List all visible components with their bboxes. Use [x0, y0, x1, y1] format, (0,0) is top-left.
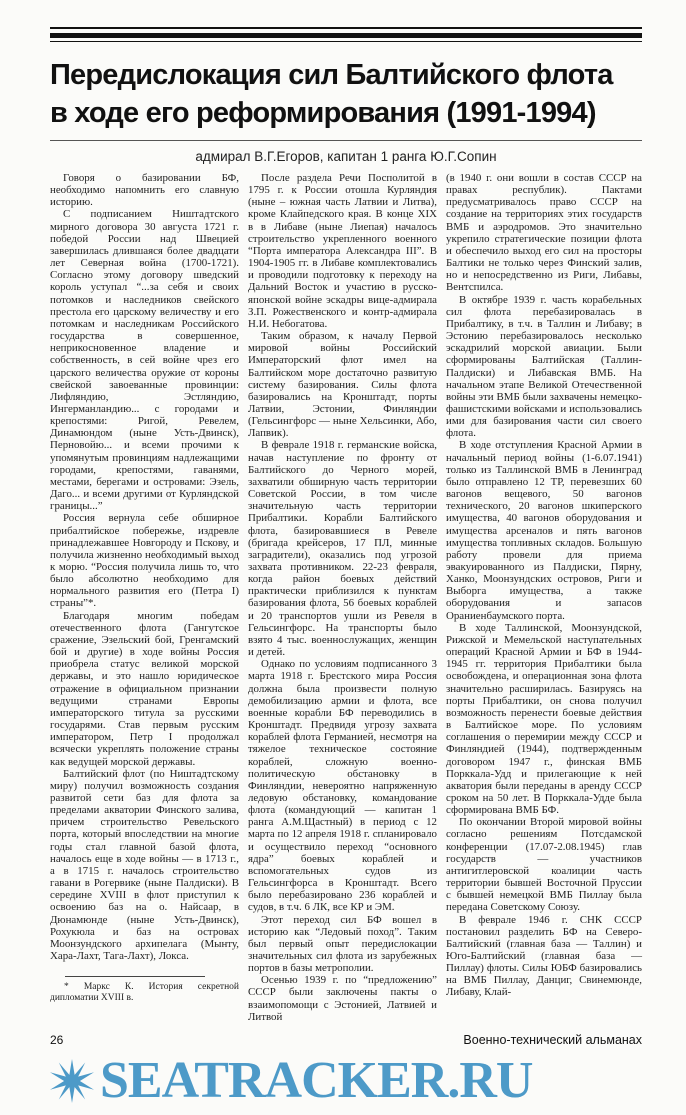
page-footer: [50, 1033, 642, 1047]
text-columns: [50, 172, 642, 1023]
page-number: 26: [50, 1032, 64, 1047]
top-rule-thick: [50, 33, 642, 38]
paragraph: Этот переход сил БФ вошел в историю как “Ледовый поход”. Таким был первый опыт передислокации значительных сил флота из зарубежных портов в базы метрополии.: [248, 913, 437, 975]
text-column-3: [446, 172, 642, 999]
top-rule-thin: [50, 27, 642, 29]
paragraph: Говоря о базировании БФ, необходимо напомнить его славную историю.: [50, 172, 239, 209]
paragraph: По окончании Второй мировой войны согласно решениям Потсдамской конференции (17.07-2.08.1945) глав государств — участников антигитлеровской коалиции часть территории бывшей Восточной Пруссии с бывшей немецкой ВМБ Пиллау была передана Советскому Союзу.: [446, 816, 642, 914]
watermark-starburst-icon: [50, 1059, 94, 1103]
paragraph: Благодаря многим победам отечественного флота (Гангутское сражение, Эзельский бой, Гренгамский бой и другие) в ходе войны Россия приобрела статус великой морской державы, и это нашло юридическое отражение в официальном признании ведущими странами Европы императорского титула за русскими государями. Став первым русским императором, Петр I продолжал всячески укреплять положение страны как ведущей морской державы.: [50, 609, 239, 768]
watermark: SEATRACKER.RU: [100, 1051, 533, 1109]
paragraph: Балтийский флот (по Ништадтскому миру) получил возможность создания развитой сети баз для флота за пределами акватории Финского залива, причем строительство Ревельского порта, который впоследствии на многие годы стал главной базой флота, началось еще в ходе войны — в 1713 г., а в 1715 г. началось строительство гавани в Рогервике (ныне Палдиски). В середине XVIII в флот приступил к освоению баз на о. Найсаар, в Дюнамюнде (ныне Усть-Двинск), Рохукюла и баз на островах Моонзундского архипелага (Мынту, Хара-Лахт, Тага-Лахт), Локса.: [50, 767, 239, 962]
paragraph: Таким образом, к началу Первой мировой войны Российский Императорский флот имел на Балтийском море достаточно развитую систему базирования. Силы флота базировались на Кронштадт, порты Латвии, Эстонии, Финляндии (Гельсингфорс — ныне Хельсинки, Або, Лапвик).: [248, 330, 437, 440]
watermark-row: [50, 1053, 642, 1115]
footnote: * Маркс К. История секретной дипломатии XVIII в.: [50, 982, 239, 1004]
title-line-2: в ходе его реформирования (1991-1994): [50, 97, 596, 129]
article-authors: адмирал В.Г.Егоров, капитан 1 ранга Ю.Г.Сопин: [195, 149, 497, 164]
title-line-1: Передислокация сил Балтийского флота: [50, 59, 613, 91]
paragraph: В феврале 1918 г. германские войска, начав наступление по фронту от Балтийского до Черного морей, захватили обширную часть территории Советской России, в том числе значительную часть территории Прибалтики. Корабли Балтийского флота, базировавшиеся в Ревеле (бригада крейсеров, 17 ПЛ, минные заградители), оказались под угрозой захвата противником. 22-23 февраля, когда район боевых действий практически приблизился к пунктам базирования флота, 56 боевых кораблей и 20 транспортов ушли из Ревеля в Гельсингфорс. На транспорты было взято 4 тыс. военнослужащих, женщин и детей.: [248, 439, 437, 659]
page: [50, 0, 642, 1115]
paragraph: Однако по условиям подписанного 3 марта 1918 г. Брестского мира Россия должна была произвести полную демобилизацию армии и флота, все военные корабли БФ переводились в Кронштадт. Предвидя угрозу захвата кораблей флота Германией, несмотря на тяжелое техническое состояние кораблей, сложную военно-политическую обстановку в Финляндии, невероятно напряженную ледовую обстановку, командование флота (командующий — капитан 1 ранга А.М.Щастный) в период с 12 марта по 12 апреля 1918 г. спланировало и осуществило переход “основного ядра” боевых кораблей и вспомогательных судов из Гельсингфорса в Кронштадт. Всего было перебазировано 236 кораблей и судов, в т.ч. 6 ЛК, все КР и ЭМ.: [248, 658, 437, 914]
paragraph: После раздела Речи Посполитой в 1795 г. к России отошла Курляндия (ныне – южная часть Латвии и Литва), кроме Клайпедского края. В конце XIX в в Либаве (ныне Лиепая) началось строительство укрепленного военного “Порта императора Александра III”. В 1904-1905 гг. в Либаве комплектовались и проводили подготовку к переходу на Дальний Восток и участию в русско-японской войне эскадры вице-адмирала З.П. Рожественского и контр-адмирала Н.И. Небогатова.: [248, 172, 437, 330]
paragraph: В ходе Таллинской, Моонзундской, Рижской и Мемельской наступательных операций Красной Армии и БФ в 1944-1945 гг. территория Прибалтики была освобождена, и операционная зона флота значительно расширилась. Базируясь на порты Прибалтики, он снова получил возможность перенести боевые действия в Балтийское море. По условиям соглашения о перемирии между СССР и Финляндией (1944), подтвержденным договором 1947 г., финская ВМБ Порккала-Удд и прилегающие к ней акватория были переданы в аренду СССР сроком на 50 лет. В Порккала-Удде была сформирована ВМБ БФ.: [446, 621, 642, 817]
article-title: [50, 56, 642, 132]
top-rule-thin-2: [50, 41, 642, 43]
journal-name: Военно-технический альманах: [463, 1032, 642, 1047]
footnote-divider: [65, 976, 205, 977]
paragraph: В октябре 1939 г. часть корабельных сил флота перебазировалась в Прибалтику, в т.ч. в Таллин и Либаву; в Эстонию перебазировалось несколько эскадрилий морской авиации. Были сформированы Балтийская (Таллин-Палдиски) и Либавская ВМБ. На начальном этапе Великой Отечественной войны эти ВМБ были захвачены немецко-фашистскими войсками и использовались ими для базирования части сил своего флота.: [446, 293, 642, 440]
paragraph: Осенью 1939 г. по “предложению” СССР были заключены пакты о взаимопомощи с Эстонией, Латвией и Литвой: [248, 974, 437, 1023]
text-column-2: [248, 172, 437, 1023]
paragraph: Россия вернула себе обширное прибалтийское побережье, издревле принадлежавшее Новгороду и Пскову, и получила жизненно необходимый выход к морю. “Россия получила лишь то, что было абсолютно необходимо для нормального развития его (Петра I) страны”*.: [50, 512, 239, 610]
paragraph: В феврале 1946 г. СНК СССР постановил разделить БФ на Северо-Балтийский (главная база — Таллин) и Юго-Балтийский (главная база — Пиллау) флоты. Силы ЮБФ базировались на ВМБ Пиллау, Данциг, Свинемюнде, Либаву, Клай-: [446, 913, 642, 999]
text-column-1: [50, 172, 239, 1004]
paragraph: (в 1940 г. они вошли в состав СССР на правах республик). Пактами предусматривалось право СССР на создание на территориях этих государств ВМБ и аэродромов. Это значительно укрепило стратегические позиции флота и обеспечило выход его сил на просторы Балтики не только через Финский залив, но и непосредственно из Риги, Либавы, Вентспилса.: [446, 172, 642, 294]
title-underline: [50, 140, 642, 141]
paragraph: В ходе отступления Красной Армии в начальный период войны (1-6.07.1941) только из Таллинской ВМБ в Ленинград было отправлено 12 ТР, перевезших 60 вагонов вещевого, 50 вагонов технического, 20 вагонов шкиперского имущества, 40 вагонов оборудования и имущества арсеналов и пять вагонов имущества топливных складов. Большую работу провели для приема эвакуированного из Палдиски, Пярну, Ханко, Моонзундских островов, Риги и Выборга имущества, а также оборудования и запасов Ораниенбаумского порта.: [446, 439, 642, 622]
paragraph: С подписанием Ништадтского мирного договора 30 августа 1721 г. победой России над Швецией завершилась длившаяся более двадцати лет Северная война (1700-1721). Согласно этому договору шведский король уступал “...за себя и своих потомков и наследников свейского престола его царскому величеству и его потомкам и наследникам Российского государства в совершенное, неприкосновенное владение и собственность, в сей войне чрез его царского величества оружие от короны свейской завоеванные провинции: Лифляндию, Эстляндию, Ингерманландию... с городами и крепостями: Ригой, Ревелем, Динамюндом (ныне Усть-Двинск), Перновойю... и всеми прочими к упомянутым провинциям надлежащими городами, крепостями, гаванями, местами, берегами и островами: Эзель, Даго... и всеми другими от Курляндской границы...”: [50, 208, 239, 513]
